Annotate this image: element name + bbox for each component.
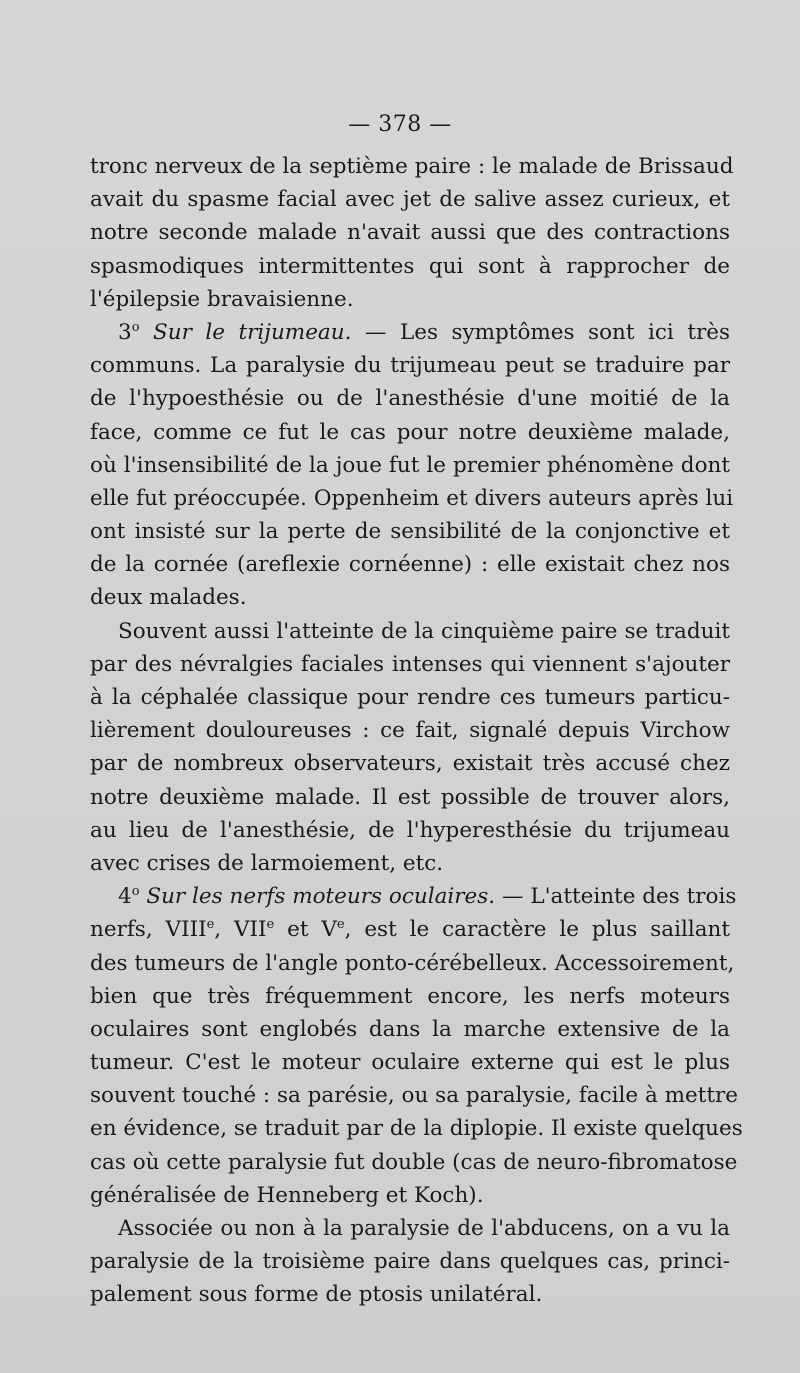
- text-line: face, comme ce fut le cas pour notre deuxième malade,: [90, 419, 730, 445]
- text-line: avec crises de larmoiement, etc.: [90, 850, 444, 876]
- text-line: spasmodiques intermittentes qui sont à rapprocher de: [90, 253, 730, 279]
- text-line: Associée ou non à la paralysie de l'abducens, on a vu la: [118, 1216, 730, 1241]
- superscript: e: [206, 917, 215, 933]
- text-line: des tumeurs de l'angle ponto-cérébelleux. Accessoirement,: [90, 950, 735, 976]
- body-text: [90, 150, 743, 1312]
- text-line: bien que très fréquemment encore, les nerfs moteurs: [90, 983, 730, 1009]
- paragraph: [90, 880, 743, 1212]
- text-line: ont insisté sur la perte de sensibilité de la conjonctive et: [90, 519, 730, 545]
- text-line: l'épilepsie bravaisienne.: [90, 286, 354, 312]
- text-line: à la céphalée classique pour rendre ces tumeurs particu-: [90, 685, 730, 710]
- text-line: en évidence, se traduit par de la diplopie. Il existe quelques: [90, 1116, 743, 1142]
- text-line: notre deuxième malade. Il est possible de trouver alors,: [90, 784, 730, 810]
- text-line: de la cornée (areflexie cornéenne) : elle existait chez nos: [90, 552, 730, 578]
- section-heading-rest: — Les symptômes sont ici très: [351, 319, 730, 345]
- text-line: souvent touché : sa parésie, ou sa paralysie, facile à mettre: [90, 1083, 739, 1109]
- text-line: de l'hypoesthésie ou de l'anesthésie d'une moitié de la: [90, 386, 730, 412]
- paragraph: [90, 1212, 730, 1312]
- section-number: 4: [118, 884, 132, 910]
- text-line: tronc nerveux de la septième paire : le malade de Brissaud: [90, 154, 734, 179]
- text-run: nerfs, VIII: [90, 917, 207, 943]
- text-line: paralysie de la troisième paire dans quelques cas, princi-: [90, 1249, 730, 1275]
- text-line: par de nombreux observateurs, existait très accusé chez: [90, 751, 730, 777]
- text-run: , VII: [214, 917, 267, 943]
- section-heading: Sur le trijumeau.: [153, 319, 352, 345]
- paragraph: [90, 150, 734, 316]
- text-run: , est le caractère le plus saillant: [344, 917, 731, 943]
- superscript: e: [266, 917, 275, 933]
- nerves-line: [90, 913, 730, 946]
- text-run: et V: [274, 917, 337, 943]
- text-line: cas où cette paralysie fut double (cas de neuro-fibromatose: [90, 1149, 738, 1175]
- page-number: — 378 —: [348, 112, 452, 137]
- text-line: communs. La paralysie du trijumeau peut se traduire par: [90, 353, 730, 379]
- text-line: palement sous forme de ptosis unilatéral.: [90, 1282, 543, 1308]
- text-line: tumeur. C'est le moteur oculaire externe qui est le plus: [90, 1050, 730, 1076]
- section-heading-line: [90, 880, 737, 913]
- text-line: où l'insensibilité de la joue fut le premier phénomène dont: [90, 452, 730, 478]
- superscript: e: [336, 917, 345, 933]
- section-heading: Sur les nerfs moteurs oculaires.: [146, 884, 496, 910]
- text-line: deux malades.: [90, 585, 247, 611]
- section-number-sup: o: [131, 319, 140, 335]
- section-heading-line: [90, 316, 730, 349]
- text-line: Souvent aussi l'atteinte de la cinquième paire se traduit: [118, 618, 730, 644]
- text-line: au lieu de l'anesthésie, de l'hyperesthésie du trijumeau: [90, 817, 730, 843]
- paragraph: [90, 615, 730, 881]
- section-heading-rest: — L'atteinte des trois: [495, 884, 737, 910]
- section-number-sup: o: [131, 884, 140, 900]
- text-line: généralisée de Henneberg et Koch).: [90, 1182, 484, 1208]
- paragraph: [90, 316, 734, 615]
- text-line: oculaires sont englobés dans la marche extensive de la: [90, 1016, 730, 1042]
- section-number: 3: [118, 319, 132, 345]
- text-line: avait du spasme facial avec jet de salive assez curieux, et: [90, 187, 730, 213]
- text-line: elle fut préoccupée. Oppenheim et divers auteurs après lui: [90, 485, 734, 511]
- text-line: lièrement douloureuses : ce fait, signalé depuis Virchow: [90, 718, 730, 744]
- text-line: par des névralgies faciales intenses qui viennent s'ajouter: [90, 651, 730, 677]
- text-line: notre seconde malade n'avait aussi que des contractions: [90, 220, 730, 246]
